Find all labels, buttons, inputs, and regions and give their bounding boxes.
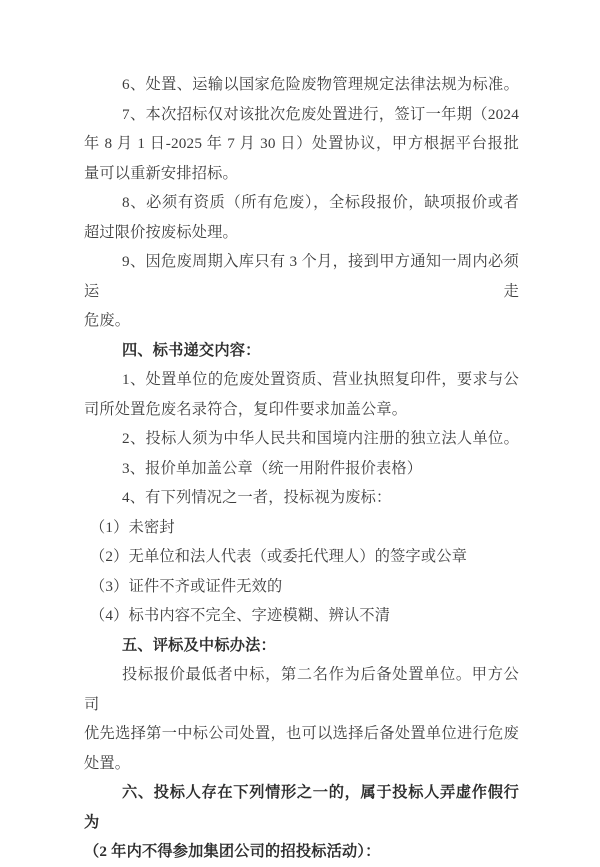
document-heading-line: 六、投标人存在下列情形之一的，属于投标人弄虚作假行为 xyxy=(84,784,519,831)
document-text-line: （4）标书内容不完全、字迹模糊、辨认不清 xyxy=(90,607,391,624)
document-text-line: 2、投标人须为中华人民共和国境内注册的独立法人单位。 xyxy=(122,430,519,447)
document-text-line: 超过限价按废标处理。 xyxy=(84,223,238,241)
document-text-line: 6、处置、运输以国家危险废物管理规定法律法规为标准。 xyxy=(122,76,519,93)
document-heading-line: 四、标书递交内容： xyxy=(122,341,261,359)
document-text-line: 7、本次招标仅对该批次危废处置进行，签订一年期（2024 xyxy=(122,105,519,123)
document-text-line: （1）未密封 xyxy=(90,518,175,536)
document-text-line: （2）无单位和法人代表（或委托代理人）的签字或公章 xyxy=(90,548,468,565)
document-heading-line: （2 年内不得参加集团公司的招投标活动）： xyxy=(84,843,381,860)
document-text-line: 8、必须有资质（所有危废），全标段报价，缺项报价或者 xyxy=(122,194,519,211)
document-text-line: 处置。 xyxy=(84,754,131,772)
document-text-line: 1、处置单位的危废处置资质、营业执照复印件，要求与公 xyxy=(122,371,519,388)
document-text-line: 9、因危废周期入库只有 3 个月，接到甲方通知一周内必须运走 xyxy=(84,253,519,300)
document-text-line: 年 8 月 1 日-2025 年 7 月 30 日）处置协议，甲方根据平台报批 xyxy=(84,135,519,152)
document-text-line: 司所处置危废名录符合，复印件要求加盖公章。 xyxy=(84,400,408,418)
document-text-line: 4、有下列情况之一者，投标视为废标： xyxy=(122,489,392,506)
document-text-line: 优先选择第一中标公司处置，也可以选择后备处置单位进行危废 xyxy=(84,725,519,742)
document-text-line: （3）证件不齐或证件无效的 xyxy=(90,577,283,595)
document-heading-line: 五、评标及中标办法： xyxy=(122,636,276,654)
document-text-line: 3、报价单加盖公章（统一用附件报价表格） xyxy=(122,459,423,477)
document-text-line: 量可以重新安排招标。 xyxy=(84,164,238,182)
document-text-line: 投标报价最低者中标，第二名作为后备处置单位。甲方公司 xyxy=(84,666,519,713)
document-text-line: 危废。 xyxy=(84,312,131,329)
